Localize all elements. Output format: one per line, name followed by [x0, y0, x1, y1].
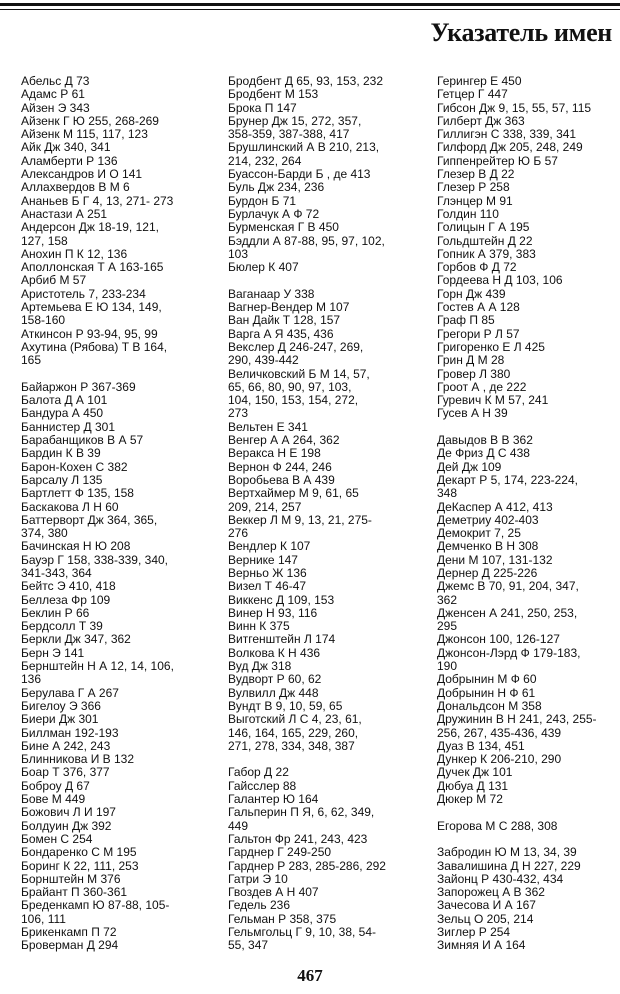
index-line: Горбов Ф Д 72	[437, 260, 517, 275]
index-line: 362	[437, 592, 458, 607]
index-line: Забродин Ю М 13, 34, 39	[437, 845, 577, 860]
index-line: 65, 66, 80, 90, 97, 103,	[228, 379, 352, 394]
index-line: Величковский Б М 14, 57,	[228, 366, 370, 381]
index-line: Брайант П 360-361	[21, 885, 128, 900]
index-line: Гиллигэн С 338, 339, 341	[437, 127, 577, 142]
index-line: Бомен С 254	[21, 831, 93, 846]
index-line: Векслер Д 246-247, 269,	[228, 339, 364, 354]
index-line: Гальперин П Я, 6, 62, 349,	[228, 805, 375, 820]
index-line: Варга А Я 435, 436	[228, 326, 334, 341]
index-line: Дучек Дж 101	[437, 765, 513, 780]
index-line: Биллман 192-193	[21, 725, 119, 740]
index-line: Бандура А 450	[21, 406, 104, 421]
index-line: Дункер К 206-210, 290	[437, 752, 562, 767]
index-line: 190	[437, 659, 458, 674]
index-line: Верньо Ж 136	[228, 565, 307, 580]
index-line: Егорова М С 288, 308	[437, 818, 558, 833]
index-line: Декарт Р 5, 174, 223-224,	[437, 472, 578, 487]
index-line: Григоренко Е Л 425	[437, 339, 545, 354]
index-line: 127, 158	[21, 233, 68, 248]
index-line: Гальтон Фр 241, 243, 423	[228, 831, 368, 846]
index-line: Аллахвердов В М 6	[21, 180, 130, 195]
index-line: Аполлонская Т А 163-165	[21, 260, 164, 275]
index-line: Дей Дж 109	[437, 459, 502, 474]
index-line: Винер Н 93, 116	[228, 605, 318, 620]
index-line: Барон-Кохен С 382	[21, 459, 128, 474]
section-gap	[437, 806, 617, 819]
index-line: Анастази А 251	[21, 206, 108, 221]
index-line: Брока П 147	[228, 100, 297, 115]
index-line: Гольдштейн Д 22	[437, 233, 533, 248]
index-line: Балота Д А 101	[21, 393, 108, 408]
index-line: 449	[228, 818, 249, 833]
index-line: Бреденкамп Ю 87-88, 105-	[21, 898, 170, 913]
index-line: Буассон-Барди Б , де 413	[228, 167, 371, 182]
index-line: Вельтен Е 341	[228, 419, 308, 434]
index-line: 158-160	[21, 313, 66, 328]
index-line: Бине А 242, 243	[21, 738, 111, 753]
index-line: Бродбент Д 65, 93, 153, 232	[228, 74, 384, 88]
index-line: Веккер Л М 9, 13, 21, 275-	[228, 512, 372, 527]
index-line: Берулава Г А 267	[21, 685, 119, 700]
index-line: Барсалу Л 135	[21, 472, 103, 487]
index-line: 374, 380	[21, 526, 68, 541]
index-line: Бернштейн Н А 12, 14, 106,	[21, 659, 174, 674]
index-line: Баскакова Л Н 60	[21, 499, 119, 514]
index-line: Гопник А 379, 383	[437, 246, 536, 261]
index-line: 295	[437, 619, 458, 634]
index-line: Джонсон-Лэрд Ф 179-183,	[437, 645, 581, 660]
index-line: Визел Т 46-47	[228, 579, 307, 594]
index-line: Де Фриз Д С 438	[437, 446, 530, 461]
index-line: Глэнцер М 91	[437, 193, 513, 208]
page-number: 467	[297, 966, 323, 985]
index-line: Дернер Д 225-226	[437, 565, 538, 580]
index-line: Венгер А А 264, 362	[228, 433, 340, 448]
index-line: Гарднер Г 249-250	[228, 845, 332, 860]
index-line: Бартлетт Ф 135, 158	[21, 486, 134, 501]
index-line: Грегори Р Л 57	[437, 326, 520, 341]
index-line: Бардин К В 39	[21, 446, 101, 461]
index-line: Бигелоу Э 366	[21, 698, 101, 713]
header-rule-thin	[0, 9, 620, 10]
index-line: Болдуин Дж 392	[21, 818, 112, 833]
index-line: Голдин 110	[437, 206, 499, 221]
index-line: Анохин П К 12, 136	[21, 246, 128, 261]
index-line: Айк Дж 340, 341	[21, 140, 111, 155]
index-line: Глезер Р 258	[437, 180, 510, 195]
index-line: Зельц О 205, 214	[437, 911, 534, 926]
index-line: Брунер Дж 15, 272, 357,	[228, 113, 362, 128]
index-line: Габор Д 22	[228, 765, 289, 780]
index-line: Барабанщиков В А 57	[21, 433, 144, 448]
index-line: Броверман Д 294	[21, 938, 119, 953]
index-line: Вулвилл Дж 448	[228, 685, 319, 700]
index-line: 348	[437, 486, 458, 501]
index-line: Вераксa Н Е 198	[228, 446, 321, 461]
index-line: Вагнер-Вендер М 107	[228, 300, 350, 315]
index-line: Андерсон Дж 18-19, 121,	[21, 220, 159, 235]
index-line: Айзенк М 115, 117, 123	[21, 127, 148, 142]
index-line: 104, 150, 153, 154, 272,	[228, 393, 359, 408]
index-line: 256, 267, 435-436, 439	[437, 725, 562, 740]
index-line: Верникe 147	[228, 552, 298, 567]
index-line: ДеКаспер А 412, 413	[437, 499, 553, 514]
index-line: 209, 214, 257	[228, 499, 302, 514]
index-line: Борнштейн М 376	[21, 871, 121, 886]
index-line: Зайонц Р 430-432, 434	[437, 871, 564, 886]
section-gap	[437, 421, 617, 434]
index-line: Аткинсон Р 93-94, 95, 99	[21, 326, 158, 341]
index-line: Александров И О 141	[21, 167, 143, 182]
index-line: Боброу Д 67	[21, 778, 90, 793]
index-line: Выготский Л С 4, 23, 61,	[228, 712, 362, 727]
index-line: Гельман Р 358, 375	[228, 911, 337, 926]
index-line: Дюбуа Д 131	[437, 778, 509, 793]
index-line: Вертхаймер М 9, 61, 65	[228, 486, 359, 501]
index-line: Гетцер Г 447	[437, 87, 508, 102]
index-line: Арбиб М 57	[21, 273, 87, 288]
index-line: Добрынин Н Ф 61	[437, 685, 536, 700]
index-line: Гровер Л 380	[437, 366, 511, 381]
index-line: Галантер Ю 164	[228, 792, 319, 807]
index-line: Бондаренко С М 195	[21, 845, 137, 860]
index-line: Гиппенрейтер Ю Б 57	[437, 153, 558, 168]
index-line: Гроот А , де 222	[437, 379, 527, 394]
index-line: Зачесова И А 167	[437, 898, 536, 913]
index-line: 271, 278, 334, 348, 387	[228, 738, 355, 753]
index-column-3	[437, 75, 617, 953]
index-line: Воробьева В А 439	[228, 472, 335, 487]
index-line: 165	[21, 353, 42, 368]
index-line: Божович Л И 197	[21, 805, 116, 820]
index-line: Вуд Дж 318	[228, 659, 292, 674]
index-line: Байаржон Р 367-369	[21, 379, 136, 394]
section-gap	[21, 368, 211, 381]
index-line: Буль Дж 234, 236	[228, 180, 325, 195]
index-line: Демченко В Н 308	[437, 539, 539, 554]
index-line: 358-359, 387-388, 417	[228, 127, 350, 142]
index-line: 214, 232, 264	[228, 153, 302, 168]
index-line: Бове М 449	[21, 792, 86, 807]
index-line: Завалишина Д Н 227, 229	[437, 858, 581, 873]
index-line: Дюкер М 72	[437, 792, 503, 807]
index-line: Витгенштейн Л 174	[228, 632, 336, 647]
index-line: Глезер В Д 22	[437, 167, 515, 182]
index-line: Блинникова И В 132	[21, 752, 135, 767]
index-line: Вундт В 9, 10, 59, 65	[228, 698, 343, 713]
index-line: Вендлер К 107	[228, 539, 311, 554]
index-line: Гатри Э 10	[228, 871, 288, 886]
index-line: Ван Дайк Т 128, 157	[228, 313, 341, 328]
index-line: Беклин Р 66	[21, 605, 90, 620]
index-line: Бейтс Э 410, 418	[21, 579, 116, 594]
section-gap	[437, 833, 617, 846]
index-line: Дональдсон М 358	[437, 698, 542, 713]
index-line: Голицын Г А 195	[437, 220, 530, 235]
index-line: Абельс Д 73	[21, 74, 90, 88]
index-line: Вудворт Р 60, 62	[228, 672, 322, 687]
index-line: 341-343, 364	[21, 565, 92, 580]
index-line: Брушлинский А В 210, 213,	[228, 140, 380, 155]
index-line: Дружинин В Н 241, 243, 255-	[437, 712, 597, 727]
index-line: Айзен Э 343	[21, 100, 90, 115]
index-column-2	[228, 75, 418, 953]
index-line: Гилберт Дж 363	[437, 113, 525, 128]
index-line: 290, 439-442	[228, 353, 299, 368]
index-line: Герингер Е 450	[437, 74, 522, 88]
index-line: 136	[21, 672, 42, 687]
index-line: Винн К 375	[228, 619, 290, 634]
index-line: Бюлер К 407	[228, 260, 299, 275]
index-line: 103	[228, 246, 249, 261]
index-line: Бродбент М 153	[228, 87, 319, 102]
index-line: 106, 111	[21, 911, 66, 926]
index-line: Гельмгольц Г 9, 10, 38, 54-	[228, 925, 377, 939]
index-line: Дени М 107, 131-132	[437, 552, 553, 567]
index-line: Берн Э 141	[21, 645, 85, 660]
section-gap	[228, 753, 418, 766]
index-line: Добрынин М Ф 60	[437, 672, 537, 687]
index-line: Грин Д М 28	[437, 353, 505, 368]
index-line: Гвоздев А Н 407	[228, 885, 319, 900]
index-line: Гайсслер 88	[228, 778, 297, 793]
index-line: Баттерворт Дж 364, 365,	[21, 512, 158, 527]
header-rule-thick	[0, 3, 620, 6]
index-line: Волкова К Н 436	[228, 645, 321, 660]
index-line: 55, 347	[228, 938, 269, 953]
index-line: Зимняя И А 164	[437, 938, 526, 953]
index-line: Аристотель 7, 233-234	[21, 286, 146, 301]
index-line: 273	[228, 406, 249, 421]
page-title: Указатель имен	[430, 18, 612, 47]
index-line: Гибсон Дж 9, 15, 55, 57, 115	[437, 100, 592, 115]
index-line: Демокрит 7, 25	[437, 526, 521, 541]
index-line: Дуаз В 134, 451	[437, 738, 525, 753]
index-line: Гуревич К М 57, 241	[437, 393, 549, 408]
index-line: Гостев А А 128	[437, 300, 520, 315]
index-line: Аламберти Р 136	[21, 153, 118, 168]
index-line: Биери Дж 301	[21, 712, 99, 727]
index-line: Бурменская Г В 450	[228, 220, 339, 235]
index-line: Беллеза Фр 109	[21, 592, 111, 607]
index-line: Граф П 85	[437, 313, 495, 328]
index-line: Бауэр Г 158, 338-339, 340,	[21, 552, 168, 567]
index-line: Боринг К 22, 111, 253	[21, 858, 139, 873]
index-line: Горн Дж 439	[437, 286, 506, 301]
index-line: Гарднер Р 283, 285-286, 292	[228, 858, 386, 873]
index-line: Бурлачук А Ф 72	[228, 206, 320, 221]
index-line: Ананьев Б Г 4, 13, 271- 273	[21, 193, 174, 208]
index-line: Джемс В 70, 91, 204, 347,	[437, 579, 579, 594]
index-line: Бачинская Н Ю 208	[21, 539, 131, 554]
index-line: Бердсолл Т 39	[21, 619, 103, 634]
index-line: Джонсон 100, 126-127	[437, 632, 560, 647]
index-line: Боар Т 376, 377	[21, 765, 110, 780]
index-line: Артемьева Е Ю 134, 149,	[21, 300, 162, 315]
index-line: Айзенк Г Ю 255, 268-269	[21, 113, 159, 128]
index-line: Гордеева Н Д 103, 106	[437, 273, 563, 288]
index-line: Дженсен А 241, 250, 253,	[437, 605, 578, 620]
index-line: Адамс Р 61	[21, 87, 85, 102]
index-line: Запорожец А В 362	[437, 885, 545, 900]
index-line: Ваганаар У 338	[228, 286, 315, 301]
index-line: Деметриу 402-403	[437, 512, 539, 527]
index-line: Гусев А Н 39	[437, 406, 508, 421]
index-line: Гилфорд Дж 205, 248, 249	[437, 140, 583, 155]
index-line: Зиглер Р 254	[437, 925, 511, 939]
index-line: 146, 164, 165, 229, 260,	[228, 725, 359, 740]
index-line: Беркли Дж 347, 362	[21, 632, 131, 647]
section-gap	[228, 274, 418, 287]
index-line: Бэддли А 87-88, 95, 97, 102,	[228, 233, 385, 248]
index-line: Давыдов В В 362	[437, 433, 533, 448]
index-line: Баннистер Д 301	[21, 419, 116, 434]
index-line: Вернон Ф 244, 246	[228, 459, 332, 474]
index-line: Бурдон Б 71	[228, 193, 297, 208]
index-line: Гедель 236	[228, 898, 290, 913]
index-line: Ахутина (Рябова) Т В 164,	[21, 339, 168, 354]
index-line: Брикенкамп П 72	[21, 925, 117, 939]
index-line: Виккенс Д 109, 153	[228, 592, 335, 607]
index-column-1	[21, 75, 211, 953]
index-line: 276	[228, 526, 249, 541]
